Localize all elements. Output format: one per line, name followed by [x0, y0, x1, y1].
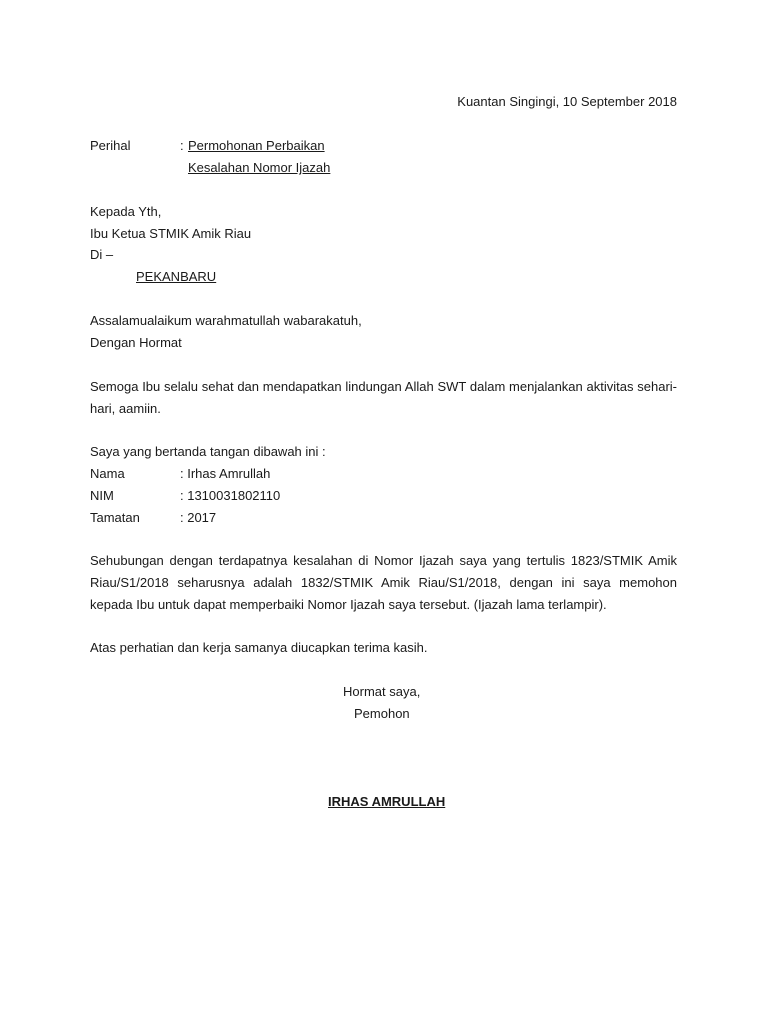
- identity-tamatan-value: : 2017: [180, 510, 217, 525]
- paragraph-request: Sehubungan dengan terdapatnya kesalahan di Nomor Ijazah saya yang tertulis 1823/STMIK Amik Riau/S1/2018 seharusnya adalah 1832/STMIK Amik Riau/S1/2018, dengan ini saya memohon kepada Ibu untuk dapat memperbaiki Nomor Ijazah saya tersebut. (Ijazah lama terlampir).: [90, 553, 677, 612]
- recipient-line-3: Di –: [90, 247, 114, 262]
- greeting-line-2: Dengan Hormat: [90, 335, 182, 350]
- signature-role: Pemohon: [354, 706, 410, 721]
- greeting-line-1: Assalamualaikum warahmatullah wabarakatuh,: [90, 313, 362, 328]
- recipient-line-2: Ibu Ketua STMIK Amik Riau: [90, 226, 252, 241]
- identity-nim-value: : 1310031802110: [180, 488, 281, 503]
- paragraph-wishes: Semoga Ibu selalu sehat dan mendapatkan lindungan Allah SWT dalam menjalankan aktivitas sehari-hari, aamiin.: [90, 379, 677, 416]
- signature-name: IRHAS AMRULLAH: [328, 794, 446, 809]
- subject-line-1: Permohonan Perbaikan: [188, 138, 325, 153]
- signature-greeting: Hormat saya,: [343, 684, 421, 699]
- recipient-line-1: Kepada Yth,: [90, 204, 162, 219]
- identity-name-value: : Irhas Amrullah: [180, 466, 271, 481]
- recipient-city: PEKANBARU: [136, 269, 217, 284]
- subject-line-2: Kesalahan Nomor Ijazah: [188, 160, 331, 175]
- closing-text: Atas perhatian dan kerja samanya diucapkan terima kasih.: [90, 640, 428, 655]
- subject-label: Perihal: [90, 138, 131, 153]
- identity-nim-label: NIM: [90, 488, 114, 503]
- subject-colon: :: [180, 138, 184, 153]
- place-date: Kuantan Singingi, 10 September 2018: [457, 94, 677, 109]
- identity-tamatan-label: Tamatan: [90, 510, 140, 525]
- identity-intro: Saya yang bertanda tangan dibawah ini :: [90, 444, 326, 459]
- identity-name-label: Nama: [90, 466, 125, 481]
